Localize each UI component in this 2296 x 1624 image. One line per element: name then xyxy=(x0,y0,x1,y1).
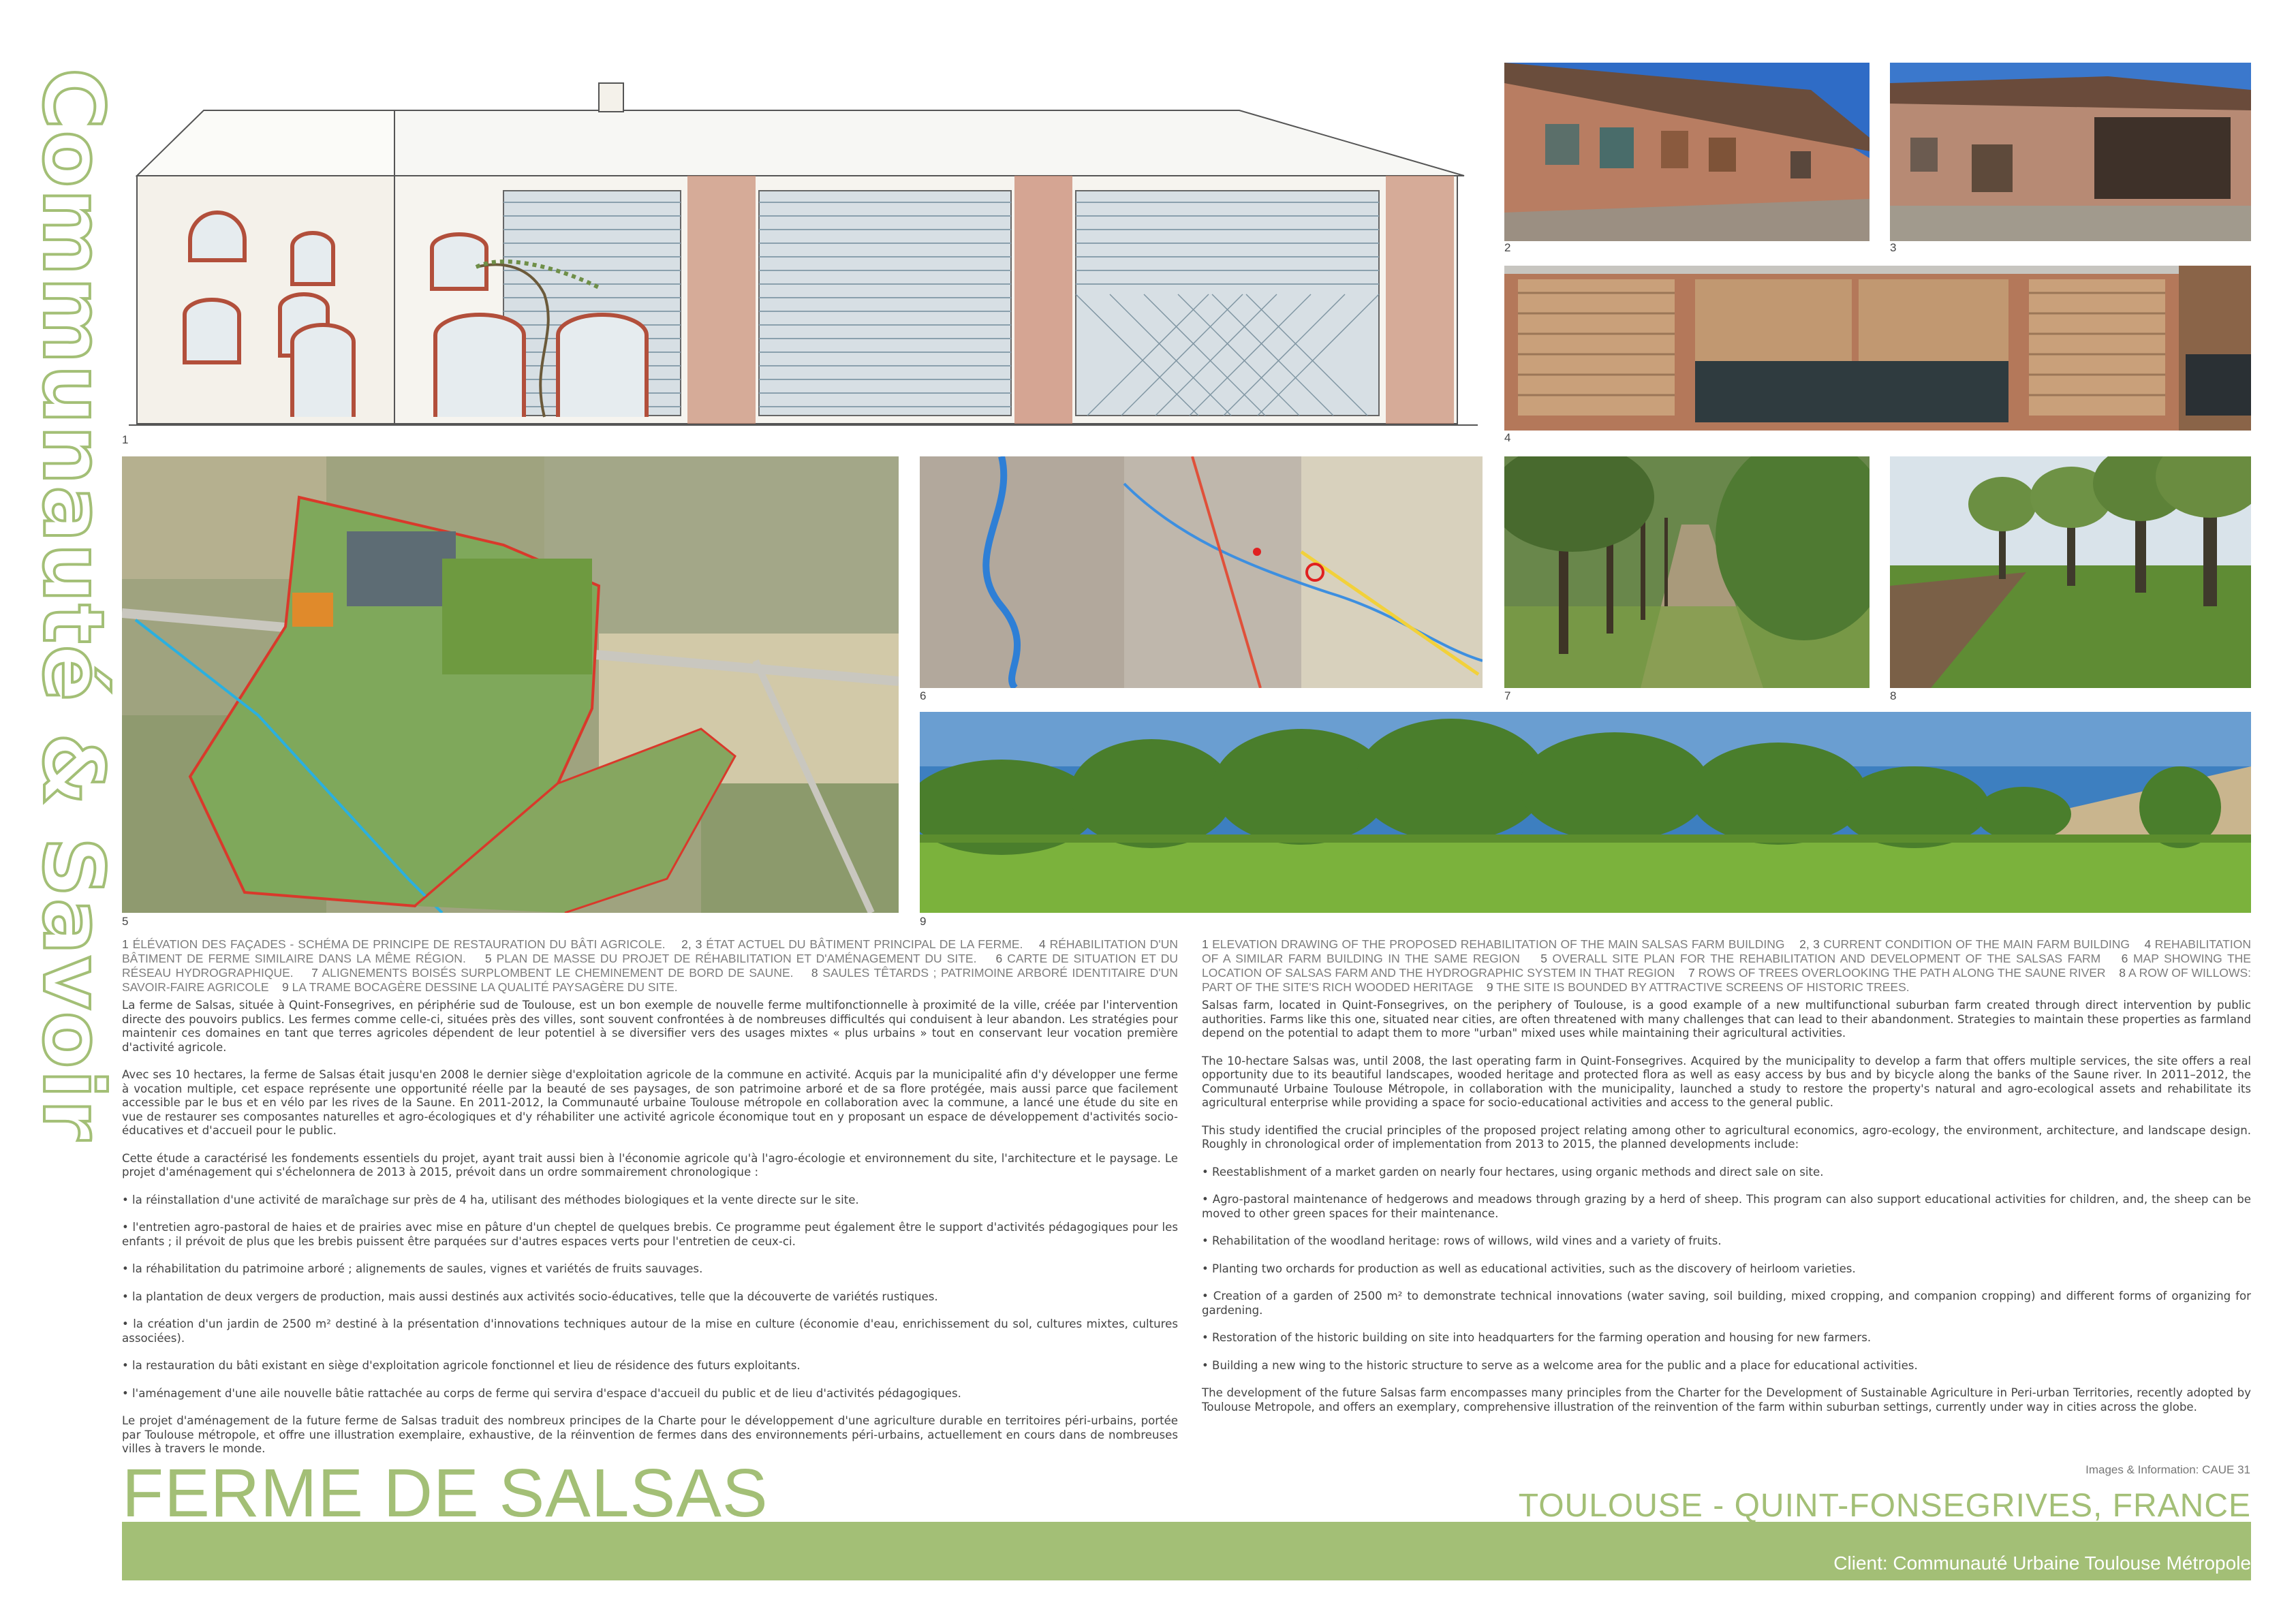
caption-fr-4: PLAN DE MASSE DU PROJET DE RÉHABILITATION ET D'AMÉNAGEMENT DU SITE. xyxy=(496,952,977,965)
list-item-en: • Agro-pastoral maintenance of hedgerows and meadows through grazing by a herd of sheep. This program can also support educational activities for children, and, the sheep can be moved to other green spaces for their maintenance. xyxy=(1202,1193,2251,1220)
list-item-fr: • la plantation de deux vergers de production, mais aussi destinés aux activités socio-éducatives, telle que la découverte de variétés rustiques. xyxy=(122,1290,938,1303)
caption-fr-num-2: 2, 3 xyxy=(681,937,702,951)
list-item-en: • Reestablishment of a market garden on nearly four hectares, using organic methods and direct sale on site. xyxy=(1202,1165,1824,1178)
body-text-fr xyxy=(122,999,1178,1470)
caption-en-num-8: 9 xyxy=(1486,980,1493,994)
figure-2-farm-building-photo xyxy=(1504,63,1870,241)
caption-en-8: THE SITE IS BOUNDED BY ATTRACTIVE SCREENS OF HISTORIC TREES. xyxy=(1496,980,1910,994)
caption-fr-num-4: 5 xyxy=(484,952,492,965)
figure-number-6: 6 xyxy=(920,689,927,702)
figure-number-5: 5 xyxy=(122,915,129,928)
paragraph-fr: Avec ses 10 hectares, la ferme de Salsas était jusqu'en 2008 le dernier siège d'exploitation agricole de la commune en activité. Acquis par la municipalité afin d'y développer une ferme à vocation multiple, cet espace représente une opportunité réelle par la beauté de ses paysages, de son patrimoine arboré et de sa flore protégée, mais aussi parce que facilement accessible par le bus et en vélo par les rives de la Saune. En 2011-2012, la Communauté urbaine Toulouse métropole en collaboration avec la commune, a lancé une étude du site en vue de restaurer ses composantes naturelles et agro-écologiques et d'y réhabiliter une activité agricole économique tout en y proposant un espace de développement d'activités socio-éducatives et d'accueil pour le public. xyxy=(122,1068,1178,1137)
captions-en xyxy=(1202,937,2251,995)
list-item-fr: • la réinstallation d'une activité de maraîchage sur près de 4 ha, utilisant des méthodes biologiques et la vente directe sur le site. xyxy=(122,1193,859,1206)
figure-number-4: 4 xyxy=(1504,431,1511,444)
caption-fr-1: ÉLÉVATION DES FAÇADES - SCHÉMA DE PRINCIPE DE RESTAURATION DU BÂTI AGRICOLE. xyxy=(132,937,666,951)
list-item-en: • Rehabilitation of the woodland heritage: rows of willows, wild vines and a variety of fruits. xyxy=(1202,1234,1722,1247)
caption-fr-num-6: 7 xyxy=(311,966,318,980)
client-label: Client: Communauté Urbaine Toulouse Métropole xyxy=(1833,1552,2251,1574)
paragraph-fr: Le projet d'aménagement de la future ferme de Salsas traduit des nombreux principes de la Charte pour le développement d'une agriculture durable en territoires péri-urbains, portée par Toulouse métropole, et offre une illustration exemplaire, exhaustive, de la réinvention de fermes dans des environnements péri-urbains, actuellement en cours dans de nombreuses villes à travers le monde. xyxy=(122,1414,1178,1455)
figure-1-elevation-drawing xyxy=(122,63,1483,431)
caption-en-7: A ROW OF WILLOWS: PART OF THE SITE'S RICH WOODED HERITAGE xyxy=(1202,966,2252,994)
figure-4-rehabilitated-building-photo xyxy=(1504,266,2251,431)
caption-fr-7: SAULES TÊTARDS ; PATRIMOINE ARBORÉ IDENTITAIRE D'UN SAVOIR-FAIRE AGRICOLE xyxy=(122,966,1178,994)
caption-en-6: ROWS OF TREES OVERLOOKING THE PATH ALONG THE SAUNE RIVER xyxy=(1698,966,2106,980)
caption-fr-2: ÉTAT ACTUEL DU BÂTIMENT PRINCIPAL DE LA FERME. xyxy=(706,937,1023,951)
list-item-fr: • la création d'un jardin de 2500 m² destiné à la présentation d'innovations techniques autour de la mise en culture (économie d'eau, enrichissement du sol, cultures mixtes, cultures associées). xyxy=(122,1317,1178,1345)
caption-fr-5: CARTE DE SITUATION ET DU RÉSEAU HYDROGRAPHIQUE. xyxy=(122,952,1178,980)
figure-8-willow-row-photo xyxy=(1890,456,2251,688)
list-item-fr: • la réhabilitation du patrimoine arboré ; alignements de saules, vignes et variétés de fruits sauvages. xyxy=(122,1262,703,1275)
caption-fr-6: ALIGNEMENTS BOISÉS SURPLOMBENT LE CHEMINEMENT DE BORD DE SAUNE. xyxy=(322,966,794,980)
caption-en-1: ELEVATION DRAWING OF THE PROPOSED REHABILITATION OF THE MAIN SALSAS FARM BUILDING xyxy=(1212,937,1785,951)
figure-number-8: 8 xyxy=(1890,689,1897,702)
page-title: FERME DE SALSAS xyxy=(122,1455,769,1531)
caption-en-num-2: 2, 3 xyxy=(1799,937,1820,951)
list-item-fr: • la restauration du bâti existant en siège d'exploitation agricole fonctionnel et lieu de résidence des futurs exploitants. xyxy=(122,1359,801,1372)
caption-en-num-7: 8 xyxy=(2119,966,2126,980)
paragraph-fr: Cette étude a caractérisé les fondements essentiels du projet, ayant trait aussi bien à l'économie agricole qu'à l'agro-écologie et environnement du site, l'architecture et le paysage. Le projet d'aménagement qui s'échelonnera de 2013 à 2015, prévoit dans un ordre sommairement chronologique : xyxy=(122,1151,1178,1178)
caption-en-num-3: 4 xyxy=(2144,937,2152,951)
figure-3-farm-building-photo xyxy=(1890,63,2251,241)
paragraph-en: The 10-hectare Salsas was, until 2008, the last operating farm in Quint-Fonsegrives. Acquired by the municipality to develop a farm that offers multiple services, the site offers a real opportunity due to its beautiful landscapes, wooded heritage and protected flora as well as easy access by bus and by bicycle along the banks of the Saune river. In 2011–2012, the Communauté Urbaine Toulouse Métropole, in collaboration with the municipality, launched a study to restore the property's natural and agro-ecological assets and rehabilitate its agricultural enterprise while providing a space for socio-educational activities and access to the general public. xyxy=(1202,1054,2251,1109)
list-item-en: • Restoration of the historic building on site into headquarters for the farming operation and housing for new farmers. xyxy=(1202,1331,1872,1344)
caption-en-num-6: 7 xyxy=(1688,966,1695,980)
list-item-en: • Creation of a garden of 2500 m² to demonstrate technical innovations (water saving, soil building, mixed cropping, and companion cropping) and different forms of organizing for gardening. xyxy=(1202,1290,2251,1317)
side-title-text: Communauté & Savoir xyxy=(25,68,121,1142)
list-item-fr: • l'aménagement d'une aile nouvelle bâtie rattachée au corps de ferme qui servira d'espace d'accueil du public et de lieu d'activités pédagogiques. xyxy=(122,1386,961,1400)
figure-number-9: 9 xyxy=(920,915,927,928)
figure-5-site-plan xyxy=(122,456,899,913)
figure-9-landscape-panorama xyxy=(920,712,2251,913)
caption-fr-num-5: 6 xyxy=(995,952,1003,965)
image-credits: Images & Information: CAUE 31 xyxy=(2085,1463,2250,1476)
caption-fr-num-7: 8 xyxy=(811,966,818,980)
figure-number-1: 1 xyxy=(122,433,129,446)
figure-number-7: 7 xyxy=(1504,689,1511,702)
side-title xyxy=(26,68,121,1144)
body-text-en xyxy=(1202,999,2251,1428)
figure-number-3: 3 xyxy=(1890,241,1897,254)
paragraph-fr: La ferme de Salsas, située à Quint-Fonsegrives, en périphérie sud de Toulouse, est un bon exemple de nouvelle ferme multifonctionnelle à proximité de la ville, créée par l'intervention directe des pouvoirs publics. Les fermes comme celle-ci, situées près des villes, sont souvent confrontées à de nombreuses difficultés qui conduisent à leur abandon. Les stratégies pour maintenir ces domaines en tant que terres agricoles dépendent de leur potentiel à se diversifier vers des usages mixtes « plus urbains » tout en conservant leur vocation première d'activité agricole. xyxy=(122,999,1178,1054)
caption-fr-num-8: 9 xyxy=(282,980,289,994)
caption-fr-num-1: 1 xyxy=(122,937,129,951)
caption-en-2: CURRENT CONDITION OF THE MAIN FARM BUILDING xyxy=(1823,937,2130,951)
caption-en-5: MAP SHOWING THE LOCATION OF SALSAS FARM AND THE HYDROGRAPHIC SYSTEM IN THAT REGION xyxy=(1202,952,2251,980)
paragraph-en: This study identified the crucial principles of the proposed project relating among other to agricultural economics, agro-ecology, the environment, architecture, and landscape design. Roughly in chronological order of implementation from 2013 to 2015, the planned developments include: xyxy=(1202,1123,2251,1151)
location-title: TOULOUSE - QUINT-FONSEGRIVES, FRANCE xyxy=(1518,1488,2251,1524)
caption-en-4: OVERALL SITE PLAN FOR THE REHABILITATION AND DEVELOPMENT OF THE SALSAS FARM xyxy=(1552,952,2101,965)
figure-6-location-map xyxy=(920,456,1483,688)
caption-en-num-4: 5 xyxy=(1540,952,1547,965)
figure-7-tree-alley-photo xyxy=(1504,456,1870,688)
list-item-fr: • l'entretien agro-pastoral de haies et de prairies avec mise en pâture d'un cheptel de quelques brebis. Ce programme peut également être le support d'activités pédagogiques pour les enfants ; il prévoit de plus que les brebis puissent être parquées sur d'autres espaces verts pour l'entretien de ceux-ci. xyxy=(122,1221,1178,1248)
caption-fr-3: RÉHABILITATION D'UN BÂTIMENT DE FERME SIMILAIRE DANS LA MÊME RÉGION. xyxy=(122,937,1179,965)
caption-fr-num-3: 4 xyxy=(1038,937,1046,951)
caption-fr-8: LA TRAME BOCAGÈRE DESSINE LA QUALITÉ PAYSAGÈRE DU SITE. xyxy=(292,980,678,994)
list-item-en: • Planting two orchards for production as well as educational activities, such as the discovery of heirloom varieties. xyxy=(1202,1262,1856,1275)
paragraph-en: Salsas farm, located in Quint-Fonsegrives, on the periphery of Toulouse, is a good example of a new multifunctional suburban farm created through direct intervention by public authorities. Farms like this one, situated near cities, are often threatened with many challenges that can lead to their abandonment. Strategies to maintain these properties as farmland depend on the potential to adapt them to more "urban" mixed uses while maintaining their agricultural activities. xyxy=(1202,999,2251,1040)
caption-en-num-5: 6 xyxy=(2121,952,2128,965)
caption-en-3: REHABILITATION OF A SIMILAR FARM BUILDING IN THE SAME REGION xyxy=(1202,937,2251,965)
figure-number-2: 2 xyxy=(1504,241,1511,254)
paragraph-en: The development of the future Salsas farm encompasses many principles from the Charter for the Development of Sustainable Agriculture in Peri-urban Territories, recently adopted by Toulouse Metropole, and offers an exemplary, comprehensive illustration of the reinvention of the farm within suburban settings, currently under way in cities across the globe. xyxy=(1202,1386,2251,1414)
captions-fr xyxy=(122,937,1178,995)
caption-en-num-1: 1 xyxy=(1202,937,1209,951)
list-item-en: • Building a new wing to the historic structure to serve as a welcome area for the public and a place for educational activities. xyxy=(1202,1358,1918,1372)
